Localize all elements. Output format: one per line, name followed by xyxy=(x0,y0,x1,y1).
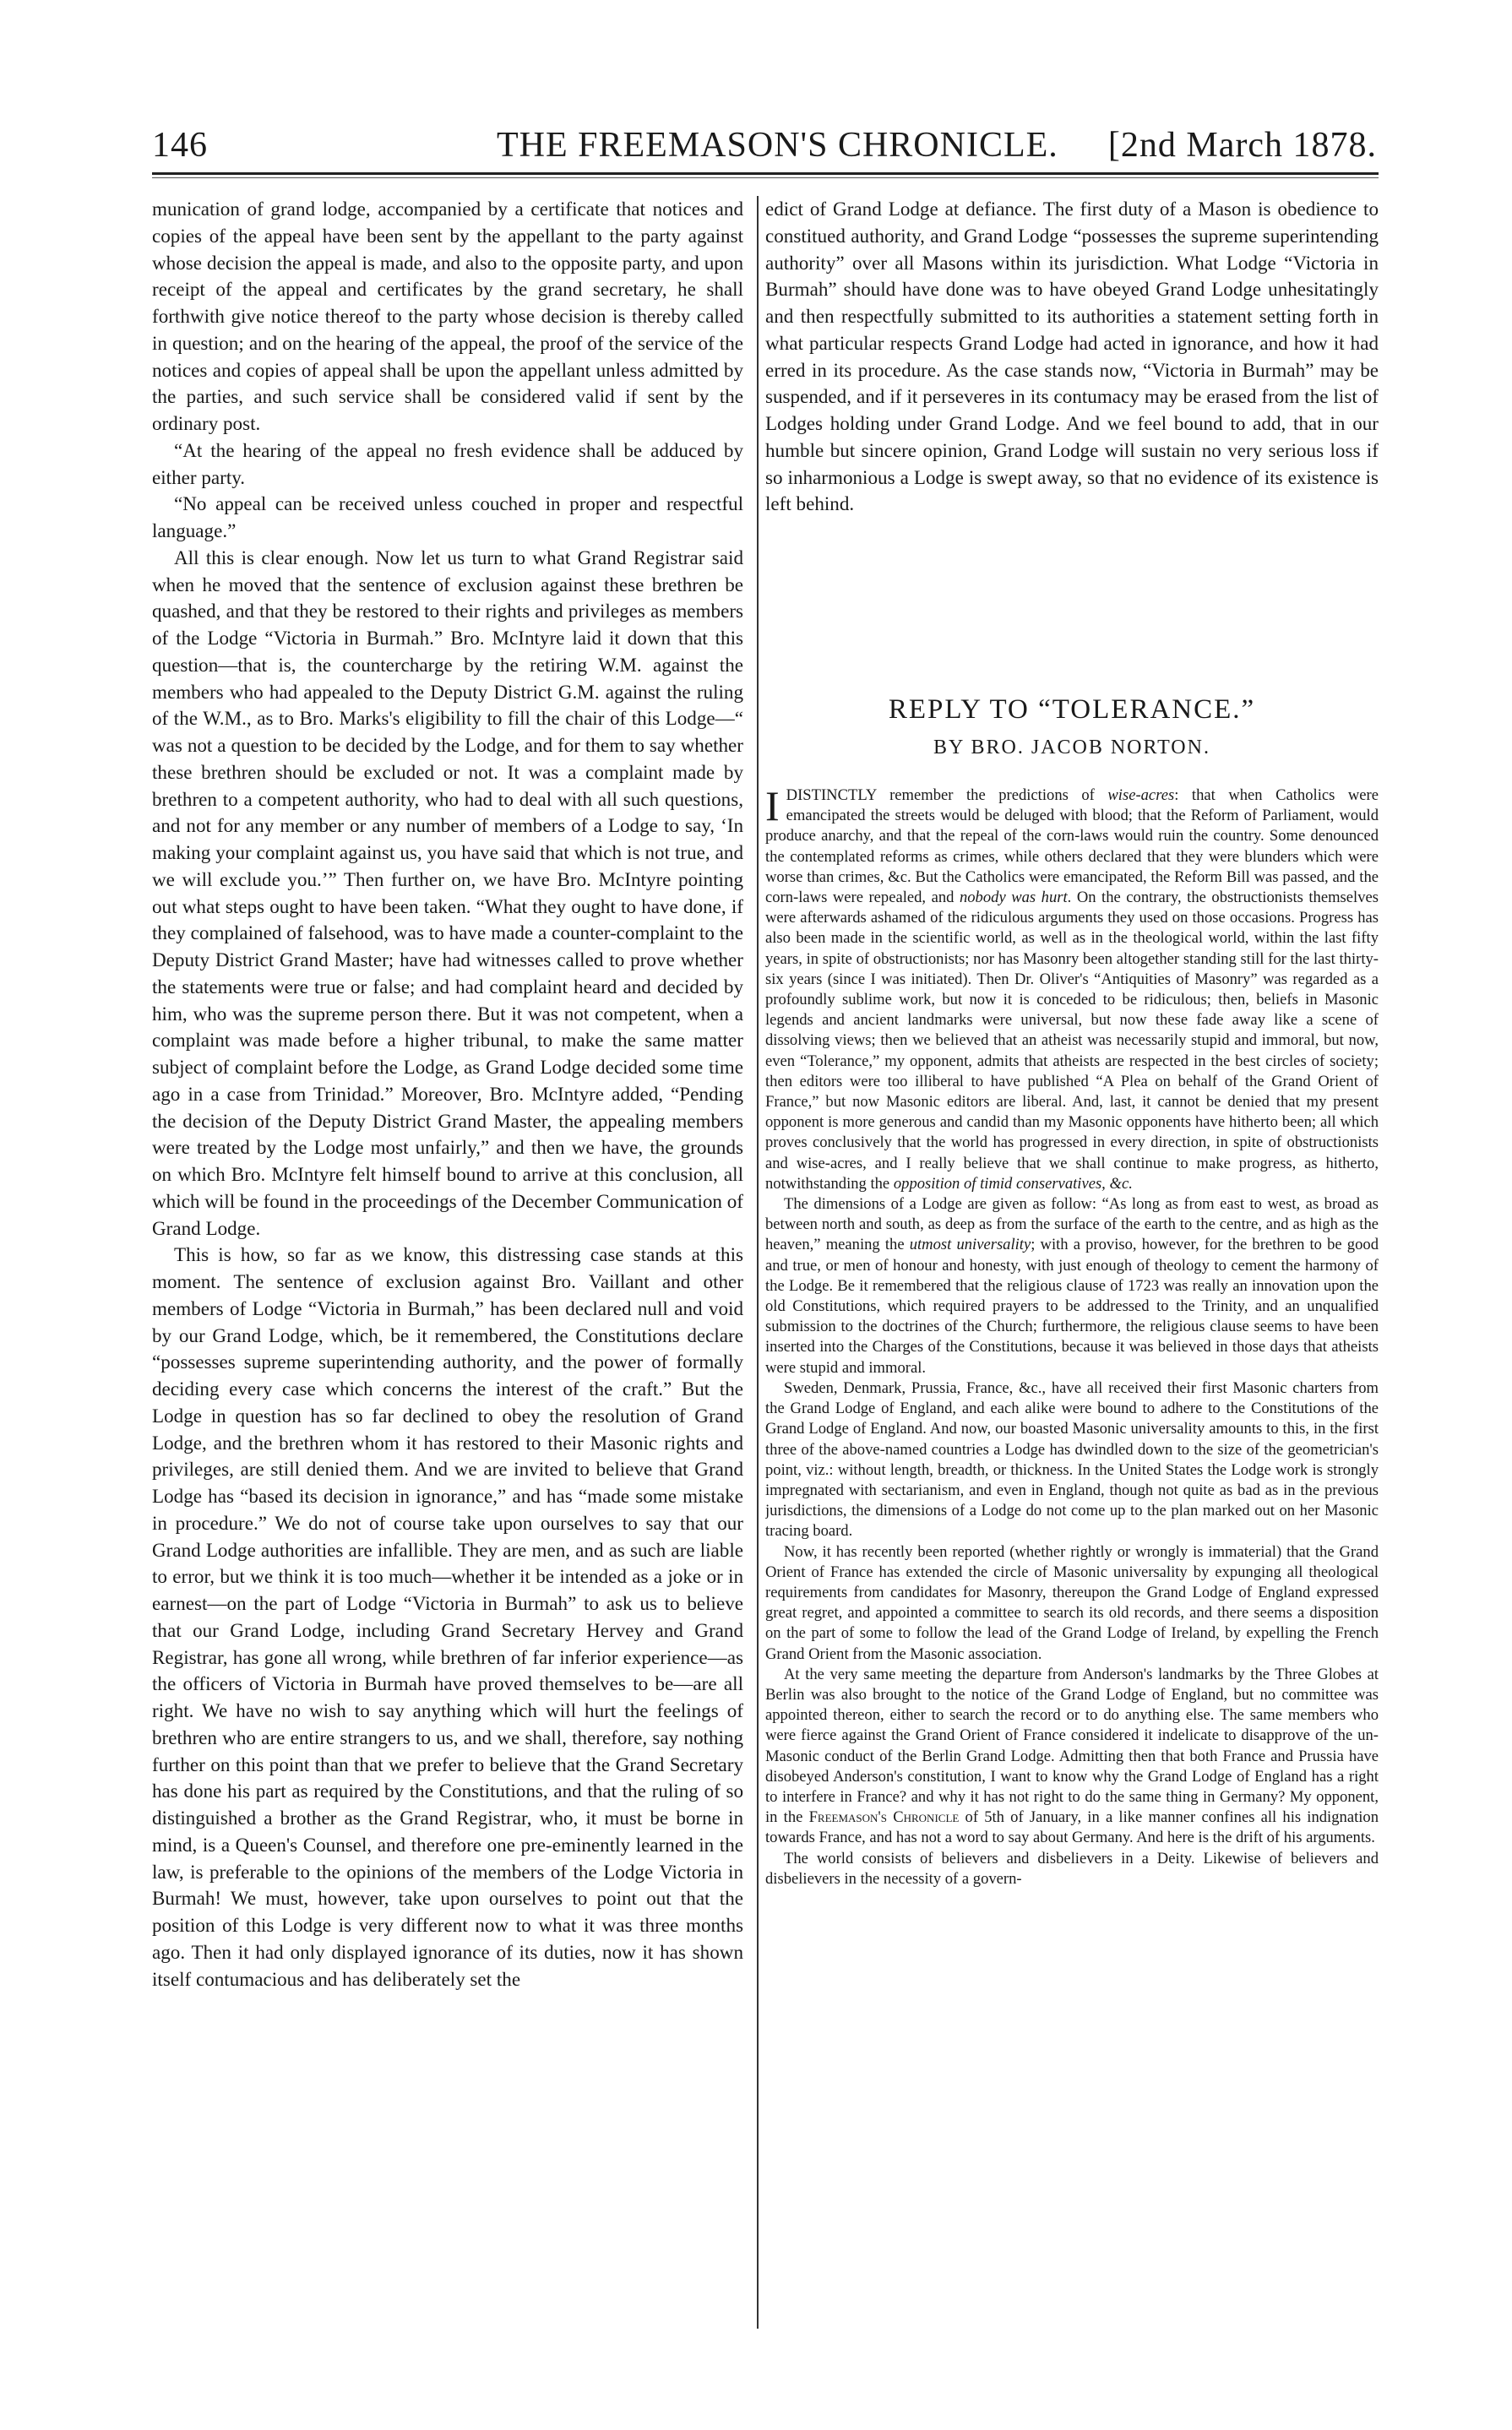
article-byline: BY BRO. JACOB NORTON. xyxy=(933,737,1210,758)
page-number: 146 xyxy=(152,126,208,165)
header-rule-thin xyxy=(152,177,1379,178)
page-header xyxy=(152,120,1377,171)
article-body xyxy=(765,786,1379,2333)
paragraph: The world consists of believers and disbelievers in a Deity. Likewise of believers and disbelievers in the necessity of a govern- xyxy=(765,1849,1379,1888)
left-column xyxy=(152,196,743,2333)
column-divider xyxy=(757,196,759,2329)
paragraph: “No appeal can be received unless couched in proper and respectful language.” xyxy=(152,492,743,541)
paragraph: “At the hearing of the appeal no fresh evidence shall be adduced by either party. xyxy=(152,438,743,488)
paragraph: All this is clear enough. Now let us turn to what Grand Registrar said when he moved that the sentence of exclusion against these brethren be quashed, and that they be restored to their rights and privileges as members of the Lodge “Victoria in Burmah.” Bro. McIntyre laid it down that this question—that is, the countercharge by the retiring W.M. against the members who had appealed to the Deputy District G.M. against the ruling of the W.M., as to Bro. Marks's eligibility to fill the chair of this Lodge—“ was not a question to be decided by the Lodge, and for them to say whether these brethren should be excluded or not. It was a complaint made by brethren to a competent authority, who had to deal with all such questions, and not for any member or any number of members of a Lodge to say, ‘In making your complaint against us, you have said that which is not true, and we will exclude you.’” Then further on, we have Bro. McIntyre pointing out what steps ought to have been taken. “What they ought to have done, if they complained of falsehood, was to have made a counter-complaint to the Deputy District Grand Master; have had witnesses called to prove whether the statements were true or false; and had complaint heard and decided by him, who was the supreme person there. But it was not competent, when a complaint was made before a higher tribunal, to make the same matter subject of complaint before the Lodge, as Grand Lodge decided some time ago in a case from Trinidad.” Moreover, Bro. McIntyre added, “Pending the decision of the Deputy District Grand Master, the appealing members were treated by the Lodge most unfairly,” and then we have, the grounds on which Bro. McIntyre felt himself bound to arrive at this conclusion, all which will be found in the proceedings of the December Communication of Grand Lodge. xyxy=(152,546,743,1239)
header-rule xyxy=(152,172,1379,175)
paragraph: I DISTINCTLY remember the predictions of wise-acres: that when Catholics were emancipated the streets would be deluged with blood; that the Reform of Parliament, would produce anarchy, and that the repeal of the corn-laws would ruin the country. Some denounced the contemplated reforms as crimes, while others declared that they were blunders which were worse than crimes, &c. But the Catholics were emancipated, the Reform Bill was passed, and the corn-laws were repealed, and nobody was hurt. On the contrary, the obstructionists themselves were afterwards ashamed of the ridiculous arguments they used on those occasions. Progress has also been made in the scientific world, as well as in the theological world, within the last fifty years, in spite of obstructionists; nor has Masonry been altogether standing still for the last thirty-six years (since I was initiated). Then Dr. Oliver's “Antiquities of Masonry” was regarded as a profoundly sublime work, but now it is conceded to be ridiculous; then, beliefs in Masonic legends and ancient landmarks were universal, but now these fade away like a scene of dissolving views; then we believed that an atheist was necessarily stupid and immoral, but now, even “Tolerance,” my opponent, admits that atheists are respected in the best circles of society; then editors were too illiberal to have published “A Plea on behalf of the Grand Orient of France,” but now Masonic editors are liberal. And, last, it cannot be denied that my present opponent is more generous and candid than my Masonic opponents have hitherto been; all which proves conclusively that the world has progressed in every direction, in spite of obstructionists and wise-acres, and I really believe that we shall continue to make progress, as hitherto, notwithstanding the opposition of timid conservatives, &c. xyxy=(765,786,1379,1193)
paragraph: This is how, so far as we know, this distressing case stands at this moment. The sentence of exclusion against Bro. Vaillant and other members of Lodge “Victoria in Burmah,” has been declared null and void by our Grand Lodge, which, be it remembered, the Constitutions declare “possesses supreme superintending authority, and the power of formally deciding every case which concerns the interest of the craft.” But the Lodge in question has so far declined to obey the resolution of Grand Lodge, and the brethren whom it has restored to their Masonic rights and privileges, are still denied them. And we are invited to believe that Grand Lodge has “based its decision in ignorance,” and has “made some mistake in procedure.” We do not of course take upon ourselves to say that our Grand Lodge authorities are infallible. They are men, and as such are liable to error, but we think it is too much—whether it be intended as a joke or in earnest—on the part of Lodge “Victoria in Burmah” to ask us to believe that our Grand Lodge, including Grand Secretary Hervey and Grand Registrar, has gone all wrong, while brethren of far inferior experience—as the officers of Victoria in Burmah have proved themselves to be—are all right. We have no wish to say anything which will hurt the feelings of brethren who are entire strangers to us, and we shall, therefore, say nothing further on this point than that we prefer to believe that the Grand Secretary has done his part as required by the Constitutions, and that the ruling of so distinguished a brother as the Grand Registrar, who, it must be borne in mind, is a Queen's Counsel, and therefore one pre-eminently learned in the law, is preferable to the opinions of the members of the Lodge Victoria in Burmah! We must, however, take upon ourselves to point out that the position of this Lodge is very different now to what it was three months ago. Then it had only displayed ignorance of its duties, now it has shown itself contumacious and has deliberately set the xyxy=(152,1243,743,1990)
right-column-editorial xyxy=(765,196,1379,593)
paragraph: At the very same meeting the departure from Anderson's landmarks by the Three Globes at Berlin was also brought to the notice of the Grand Lodge of England, but no committee was appointed thereon, either to search the record or to do anything else. The same members who were fierce against the Grand Orient of France considered it indelicate to disapprove of the un-Masonic conduct of the Berlin Grand Lodge. Admitting then that both France and Prussia have disobeyed Anderson's constitution, I want to know why the Grand Lodge of England has a right to interfere in France? and why it has not right to do the same thing in Germany? My opponent, in the Freemason's Chronicle of 5th of January, in a like manner confines all his indignation towards France, and has not a word to say about Germany. And here is the drift of his arguments. xyxy=(765,1665,1379,1847)
article-title: REPLY TO “TOLERANCE.” xyxy=(888,694,1256,725)
paragraph: munication of grand lodge, accompanied by a certificate that notices and copies of the appeal have been sent by the appellant to the party against whose decision the appeal is made, and also to the opposite party, and upon receipt of the appeal and certificates by the grand secretary, he shall forthwith give notice thereof to the party whose decision is thereby called in question; and on the hearing of the appeal, the proof of the service of the notices and copies of appeal shall be upon the appellant unless admitted by the parties, and such service shall be considered valid if sent by the ordinary post. xyxy=(152,198,743,434)
paragraph: Now, it has recently been reported (whether rightly or wrongly is immaterial) that the Grand Orient of France has extended the circle of Masonic universality by expunging all theological requirements from candidates for Masonry, thereupon the Grand Lodge of England expressed great regret, and appointed a committee to search its old records, and there seems a disposition on the part of some to follow the lead of the Grand Lodge of Ireland, by expelling the French Grand Orient from the Masonic association. xyxy=(765,1542,1379,1663)
drop-cap: I xyxy=(765,786,780,829)
paragraph: Sweden, Denmark, Prussia, France, &c., have all received their first Masonic charters from the Grand Lodge of England, and each alike were bound to adhere to the Constitutions of the Grand Lodge of England. And now, our boasted Masonic universality amounts to this, in the first three of the above-named countries a Lodge has dwindled down to the size of the geometrician's point, viz.: without length, breadth, or thickness. In the United States the Lodge work is strongly impregnated with sectarianism, and even in England, though not quite as bad as in the previous jurisdictions, the dimensions of a Lodge do not come up to the plan marked out on her Masonic tracing board. xyxy=(765,1378,1379,1541)
issue-date: [2nd March 1878. xyxy=(1107,126,1377,165)
paragraph: edict of Grand Lodge at defiance. The first duty of a Mason is obedience to constitued authority, and Grand Lodge “possesses the supreme superintending authority” over all Masons within its jurisdiction. What Lodge “Victoria in Burmah” should have done was to have obeyed Grand Lodge unhesitatingly and then respectfully submitted to its authorities a statement setting forth in what particular respects Grand Lodge had acted in ignorance, and how it had erred in its procedure. As the case stands now, “Victoria in Burmah” may be suspended, and if it perseveres in its contumacy may be erased from the list of Lodges holding under Grand Lodge. And we feel bound to add, that in our humble but sincere opinion, Grand Lodge will sustain no very serious loss if so inharmonious a Lodge is swept away, so that no evidence of its existence is left behind. xyxy=(765,198,1379,515)
publication-title: THE FREEMASON'S CHRONICLE. xyxy=(497,126,1058,165)
paragraph: The dimensions of a Lodge are given as follow: “As long as from east to west, as broad as between north and south, as deep as from the surface of the earth to the centre, and as high as the heaven,” meaning the utmost universality; with a proviso, however, for the brethren to be good and true, or men of honour and honesty, with just enough of theology to cement the harmony of the Lodge. Be it remembered that the religious clause of 1723 was really an innovation upon the old Constitutions, which required prayers to be addressed to the Trinity, and an unqualified submission to the doctrines of the Church; furthermore, the religious clause seems to have been inserted into the Charges of the Constitutions, because it was believed in those days that atheists were stupid and immoral. xyxy=(765,1195,1379,1377)
